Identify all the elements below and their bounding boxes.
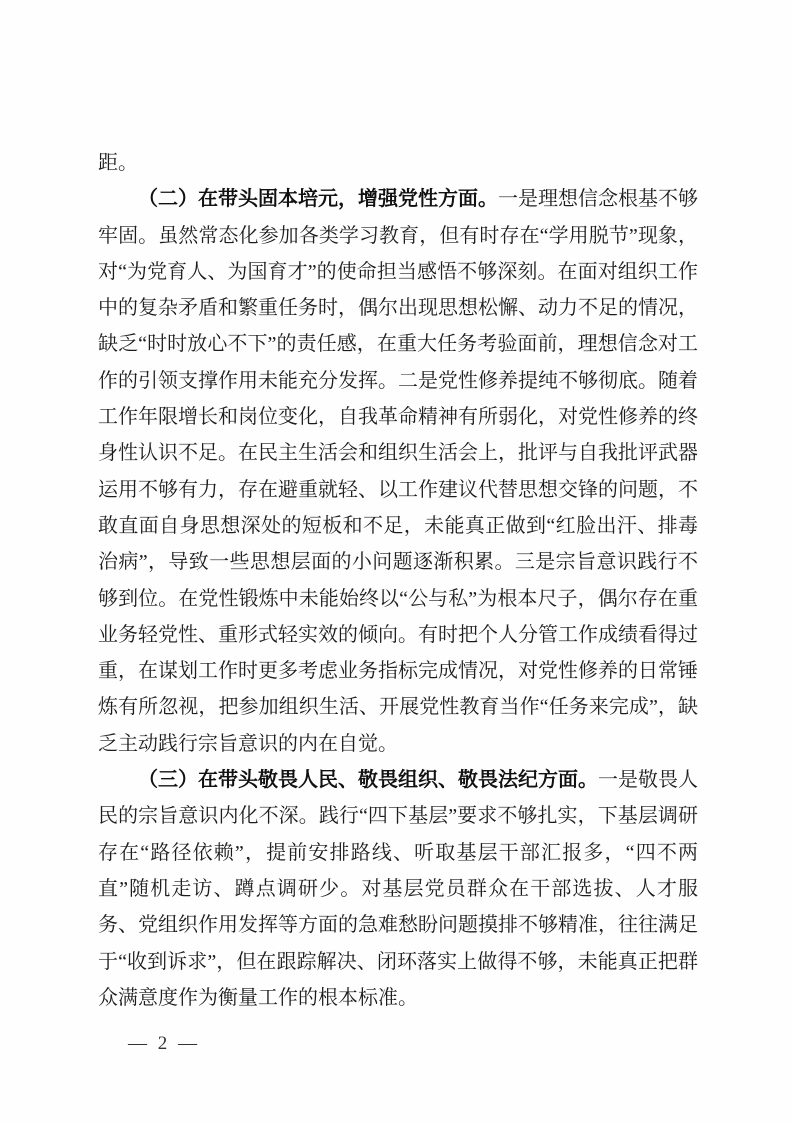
page-number: — 2 — (128, 1033, 200, 1054)
section-3-body-text: 一是敬畏人民的宗旨意识内化不深。践行“四下基层”要求不够扎实，下基层调研存在“路径依赖”，提前安排路线、听取基层干部汇报多，“四不两直”随机走访、蹲点调研少。对基层党员群众在干部选拔、人才服务、党组织作用发挥等方面的急难愁盼问题摸排不够精准，往往满足于“收到诉求”，但在跟踪解决、闭环落实上做得不够，未能真正把群众满意度作为衡量工作的根本标准。 (98, 769, 698, 1009)
paragraph-section-3 (98, 762, 698, 1016)
section-2-heading: （二）在带头固本培元，增强党性方面。 (138, 188, 498, 211)
paragraph-continuation (98, 145, 698, 181)
paragraph-continuation-text: 距。 (98, 152, 138, 174)
paragraph-section-2 (98, 181, 698, 762)
document-body (98, 145, 698, 1016)
section-3-heading: （三）在带头敬畏人民、敬畏组织、敬畏法纪方面。 (138, 769, 598, 792)
section-2-body-text: 一是理想信念根基不够牢固。虽然常态化参加各类学习教育，但有时存在“学用脱节”现象，对“为党育人、为国育才”的使命担当感悟不够深刻。在面对组织工作中的复杂矛盾和繁重任务时，偶尔出现思想松懈、动力不足的情况，缺乏“时时放心不下”的责任感，在重大任务考验面前，理想信念对工作的引领支撑作用未能充分发挥。二是党性修养提纯不够彻底。随着工作年限增长和岗位变化，自我革命精神有所弱化，对党性修养的终身性认识不足。在民主生活会和组织生活会上，批评与自我批评武器运用不够有力，存在避重就轻、以工作建议代替思想交锋的问题，不敢直面自身思想深处的短板和不足，未能真正做到“红脸出汗、排毒治病”，导致一些思想层面的小问题逐渐积累。三是宗旨意识践行不够到位。在党性锻炼中未能始终以“公与私”为根本尺子，偶尔存在重业务轻党性、重形式轻实效的倾向。有时把个人分管工作成绩看得过重，在谋划工作时更多考虑业务指标完成情况，对党性修养的日常锤炼有所忽视，把参加组织生活、开展党性教育当作“任务来完成”，缺乏主动践行宗旨意识的内在自觉。 (98, 188, 698, 755)
